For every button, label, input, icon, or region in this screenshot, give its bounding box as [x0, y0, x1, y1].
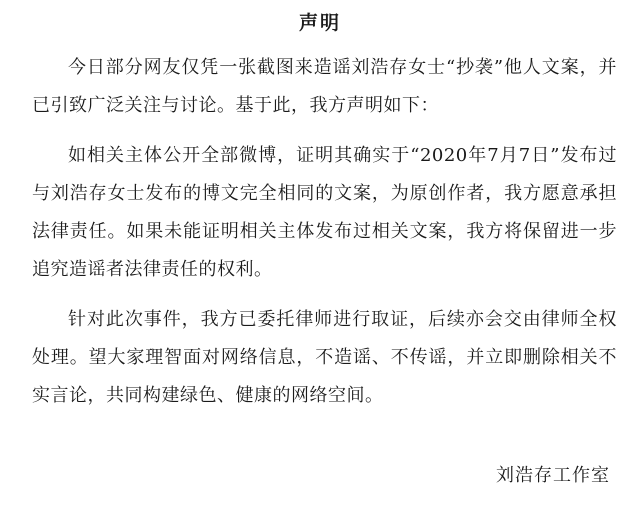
statement-paragraph-evidence: 如相关主体公开全部微博，证明其确实于“2020年7月7日”发布过与刘浩存女士发布的博文完全相同的文案，为原创作者，我方愿意承担法律责任。如果未能证明相关主体发布过相关文案，我方将保留进一步追究造谣者法律责任的权利。	[32, 145, 617, 280]
statement-title: 声明	[298, 12, 341, 34]
statement-paragraph-intro: 今日部分网友仅凭一张截图来造谣刘浩存女士“抄袭”他人文案，并已引致广泛关注与讨论。基于此，我方声明如下：	[32, 57, 617, 116]
statement-signature: 刘浩存工作室	[496, 465, 610, 486]
statement-body	[32, 49, 617, 415]
statement-paragraph-action: 针对此次事件，我方已委托律师进行取证，后续亦会交由律师全权处理。望大家理智面对网络信息，不造谣、不传谣，并立即删除相关不实言论，共同构建绿色、健康的网络空间。	[32, 309, 617, 406]
